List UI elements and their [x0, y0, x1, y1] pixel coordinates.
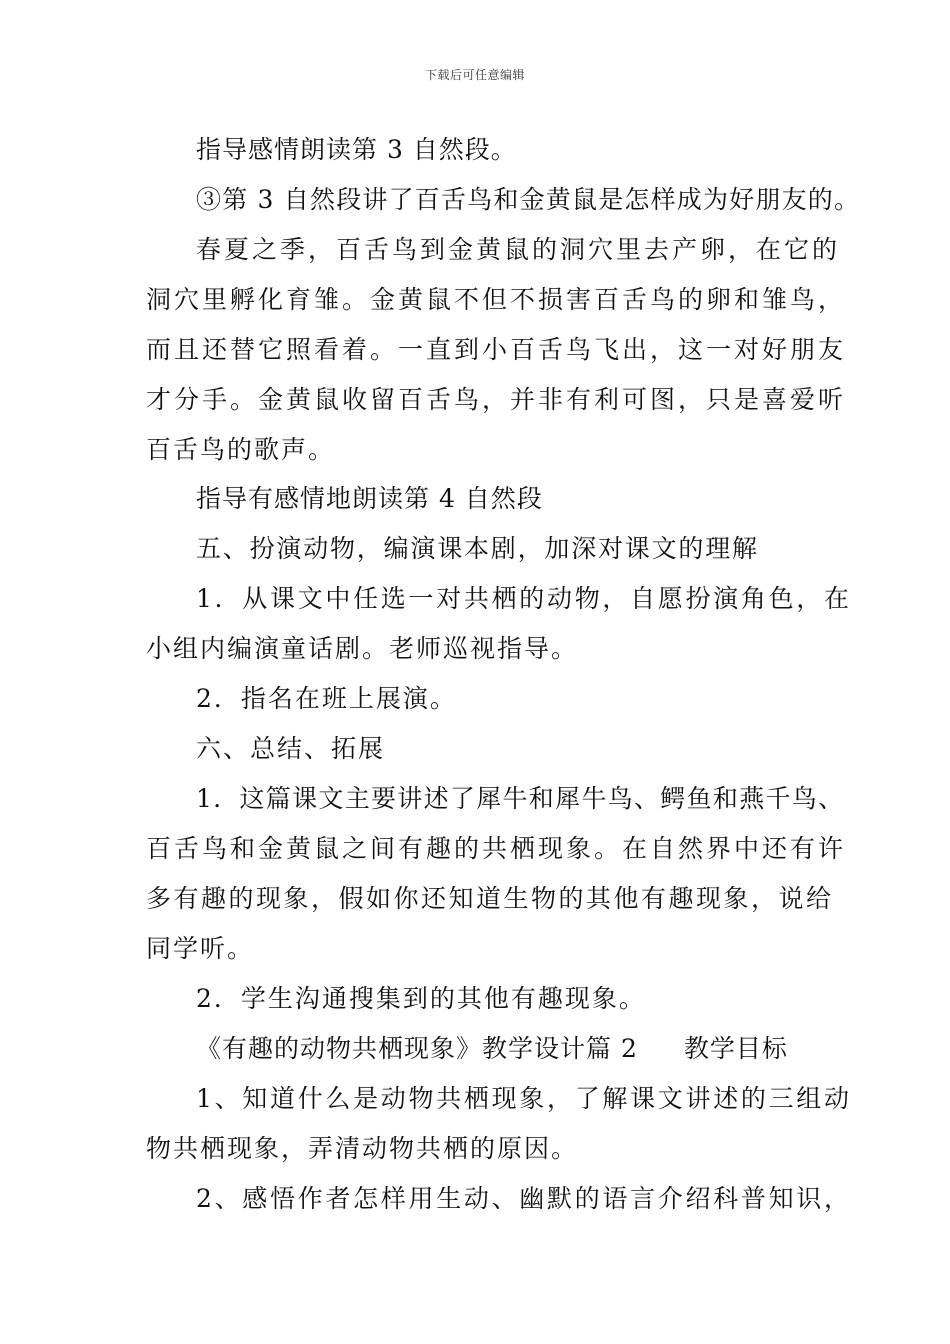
paragraph-line: 1．这篇课文主要讲述了犀牛和犀牛鸟、鳄鱼和燕千鸟、 — [196, 784, 845, 813]
paragraph-line: 春夏之季，百舌鸟到金黄鼠的洞穴里去产卵，在它的 — [196, 235, 841, 264]
paragraph-line: 而且还替它照看着。一直到小百舌鸟飞出，这一对好朋友 — [146, 335, 847, 364]
paragraph-line: 物共栖现象，弄清动物共栖的原因。 — [146, 1134, 579, 1163]
paragraph-line: 才分手。金黄鼠收留百舌鸟，并非有利可图，只是喜爱听 — [146, 385, 847, 414]
paragraph-line: 1．从课文中任选一对共栖的动物，自愿扮演角色，在 — [196, 584, 852, 613]
section-heading: 五、扮演动物，编演课本剧，加深对课文的理解 — [196, 534, 759, 563]
paragraph-line: 2．指名在班上展演。 — [196, 684, 457, 713]
paragraph-line: 1、知道什么是动物共栖现象，了解课文讲述的三组动 — [196, 1084, 852, 1113]
paragraph-line: 指导感情朗读第 3 自然段。 — [196, 135, 517, 164]
paragraph-line: 百舌鸟和金黄鼠之间有趣的共栖现象。在自然界中还有许 — [146, 834, 847, 863]
paragraph-line: ③第 3 自然段讲了百舌鸟和金黄鼠是怎样成为好朋友的。 — [196, 185, 861, 214]
paragraph-line: 小组内编演童话剧。老师巡视指导。 — [146, 634, 579, 663]
paragraph-line: 洞穴里孵化育雏。金黄鼠不但不损害百舌鸟的卵和雏鸟， — [146, 285, 847, 314]
paragraph-line: 多有趣的现象，假如你还知道生物的其他有趣现象，说给 — [146, 884, 834, 913]
page-header: 下载后可任意编辑 — [424, 68, 525, 82]
section-heading: 六、总结、拓展 — [196, 734, 386, 763]
document-title: 《有趣的动物共栖现象》教学设计篇 2 — [196, 1034, 638, 1063]
paragraph-line: 指导有感情地朗读第 4 自然段 — [196, 484, 543, 513]
paragraph-line: 同学听。 — [146, 934, 255, 963]
paragraph-line: 2．学生沟通搜集到的其他有趣现象。 — [196, 984, 646, 1013]
paragraph-line: 2、感悟作者怎样用生动、幽默的语言介绍科普知识， — [196, 1184, 852, 1213]
paragraph-line: 百舌鸟的歌声。 — [146, 435, 336, 464]
document-title-line — [196, 1034, 788, 1064]
section-label: 教学目标 — [683, 1034, 788, 1063]
